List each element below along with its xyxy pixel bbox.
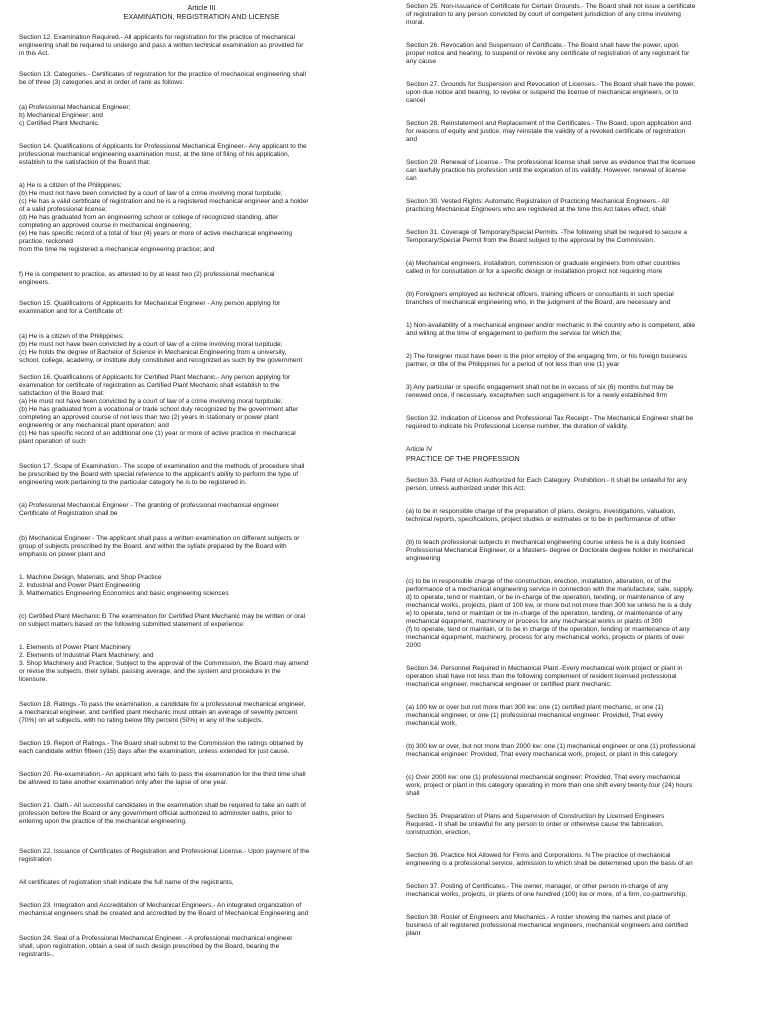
text-line: Section 24. Seal of a Professional Mechanical Engineer. - A professional mechanical engineer [19, 935, 293, 942]
text-line: (b) He has graduated from a vocational or trade school duly recognized by the government after [19, 406, 299, 413]
text-line: registration [19, 856, 52, 863]
text-line: Section 19. Report of Ratings.- The Board shall submit to the Commission the ratings obtained by [19, 740, 304, 747]
text-line: Section 18. Ratings.-To pass the examination, a candidate for a professional mechanical engineer, [19, 701, 306, 708]
text-line: Section 30. Vested Rights: Automatic Registration of Practicing Mechanical Engineers.- All [406, 198, 669, 205]
text-line: proper notice and hearing, to suspend or revoke any certificate of registration of any registrant for [406, 50, 690, 57]
text-line: (a) He is a citizen of the Philippines; [19, 333, 124, 340]
text-line: shall, upon registration, obtain a seal of such design prescribed by the Board, bearing the [19, 943, 280, 950]
text-line: satisfaction of the Board that: [19, 390, 105, 397]
text-line: plant operation of such [19, 438, 86, 445]
text-line: EXAMINATION, REGISTRATION AND LICENSE [123, 12, 280, 21]
text-line: each candidate within fifteen (15) days after the examination, unless extended for just cause. [19, 748, 290, 755]
text-line: business of all registered professional mechanical engineers, mechanical engineers and certified [406, 922, 688, 929]
text-line: mechanical engineer, mechanical engineer or certified plant mechanic: [406, 681, 612, 688]
text-line: be of three (3) categories and in order of rank as follows: [19, 79, 185, 86]
text-line: mechanical engineer, or one (1) professional mechanical engineer: Provided, That every [406, 712, 664, 719]
text-line: (c) Certified Plant Mechanic Ð The examination for Certified Plant Mechanic may be written or oral [19, 613, 306, 620]
text-line: (c) Over 2000 kw: one (1) professional mechanical engineer: Provided, That every mechanical [406, 774, 681, 781]
text-line: registrants-, [19, 951, 54, 958]
text-line: and willing at the time of engagement to perform the service for which the; [406, 330, 622, 337]
text-line: c) Certified Plant Mechanic. [19, 120, 100, 127]
text-line: branches of mechanical engineering who, in the judgment of the Board, are necessary and [406, 299, 671, 306]
text-line: or revise the subjects, their syllabi, passing average, and the system and procedure in the [19, 668, 281, 675]
text-line: performance of a mechanical engineering service in connection with the manufacture, sale, supply. [406, 586, 694, 593]
text-line: (c) to be in responsible charge of the construction, erection, installation, alteration, or of the [406, 578, 671, 585]
text-line: Section 17. Scope of Examination.- The scope of examination and the methods of procedure shall [19, 463, 305, 470]
text-line: partner, or title of the Philippines for a period of not less than one (1) year [406, 361, 620, 368]
text-line: Temporary/Special Permit from the Board subject to the approval by the Commission. [406, 237, 655, 244]
text-line: Section 23. Integration and Accreditation of Mechanical Engineers.- An integrated organization of [19, 902, 302, 909]
text-line: emphasis on power plant and [19, 551, 106, 558]
text-line: for reasons of equity and justice, may reinstate the validity of a revoked certificate of registration [406, 128, 686, 135]
text-line: required to indicate his Professional License number, the duration of validity, [406, 423, 628, 430]
text-line: renewed once, if necessary, exceptwhen such engagement is for a newly established firm [406, 392, 668, 399]
text-line: mechanical work, [406, 720, 457, 727]
text-line: Section 38. Roster of Engineers and Mechanics.- A roster showing the names and place of [406, 914, 670, 921]
text-line: person, unless authorized under this Act: [406, 485, 526, 492]
text-line: examination and for a Certificate of: [19, 308, 124, 315]
text-line: Section 16. Qualifications of Applicants for Certified Plant Mechanic.- Any person applying for [19, 374, 291, 381]
text-line: (a) 100 kw or over but not more than 300 kw: one (1) certified plant mechanic, or one (1) [406, 704, 664, 711]
text-line: Section 34. Personnel Required in Mechanical Plant.-Every mechanical work project or plant in [406, 665, 683, 672]
text-line: engineering shall be required to undergo and pass a written technical examination as provided for [19, 42, 304, 49]
text-line: shall [406, 790, 420, 797]
text-line: (b) He must not have been convicted by a court of law of a crime involving moral turpitude; [19, 190, 283, 197]
text-line: a) He is a citizen of the Philippines; [19, 182, 122, 189]
text-line: work, project or plant in this category operating in more than one shift every twenty-four (24) hours [406, 782, 693, 789]
text-line: mechanical equipment, machinery or process for any mechanical works or plants of 300 [406, 618, 663, 625]
text-line: Section 21. Oath.- All successful candidates in the examination shall be required to take an oath of [19, 802, 307, 809]
text-line: (d) He has graduated from an engineering school or college of recognized standing, after [19, 214, 279, 221]
text-line: Section 28. Reinstatement and Replacement of the Certificates.- The Board, upon application and [406, 120, 692, 127]
text-line: 1. Elements of Power Plant Machinery [19, 644, 131, 651]
text-line: 2. Elements of Industrial Plant Machinery; and [19, 652, 154, 659]
text-line: Section 22. Issuance of Certificates of Registration and Professional License.- Upon payment of the [19, 848, 310, 855]
text-line: mechanical engineers shall be created and accredited by the Board of Mechanical Engineering and [19, 910, 309, 917]
text-line: school, college, academy, or institute duly constituted and recognized as such by the government [19, 357, 303, 364]
text-line: completing an approved course of not less than two (2) years in stationary or power plant [19, 414, 279, 421]
text-line: (b) 300 kw or over, but not more than 2000 kw: one (1) mechanical engineer or one (1) professional [406, 743, 696, 750]
text-line: establish to the satisfaction of the Board that: [19, 159, 151, 166]
text-line: 1. Machine Design, Materials, and Shop Practice [19, 574, 162, 581]
text-line: 2000 [406, 642, 421, 649]
text-line: Section 12. Examination Required.- All applicants for registration for the practice of mechanical [19, 34, 295, 41]
text-line: (a) Professional Mechanical Engineer; [19, 104, 131, 111]
text-line: Article III [187, 3, 216, 12]
text-line: (b) He must not have been convicted by a court of law of a crime involving moral turpitude; [19, 341, 283, 348]
text-line: profession before the Board or any government official authorized to administer oaths, prior to [19, 810, 292, 817]
text-line: Professional Mechanical Engineer, or a Masters- degree or Doctorate degree holder in mechanical [406, 547, 693, 554]
text-line: (c) He has a valid certificate of registration and he is a registered mechanical engineer and a holder [19, 198, 309, 205]
text-line: called in for consultation or for a specific design or installation project not requiring more [406, 268, 663, 275]
text-line: licensure. [19, 676, 48, 683]
text-line: Certificate of Registration shall be [19, 510, 118, 517]
text-line: 2. Industrial and Power Plant Engineering [19, 582, 141, 589]
text-line: construction, erection, [406, 829, 471, 836]
text-line: engineering work pertaining to the particular category he is to be registered in. [19, 479, 247, 486]
text-line: Section 27. Grounds for Suspension and Revocation of Licenses.- The Board shall have the power, [406, 81, 696, 88]
text-line: (b) Mechanical Engineer - The applicant shall pass a written examination on different subjects or [19, 535, 300, 542]
text-line: mechanical equipment, machinery, process for any mechanical works, projects or plants of over [406, 634, 685, 641]
text-line: Section 26. Revocation and Suspension of Certificate.- The Board shall have the power, upon [406, 42, 679, 49]
text-line: be prescribed by the Board with special reference to the applicant's ability to perform the type of [19, 471, 299, 478]
text-line: can [406, 175, 417, 182]
text-line: Section 32. Indication of License and Professional Tax Receipt.- The Mechanical Engineer shall be [406, 415, 694, 422]
text-line: 3. Shop Machinery and Practice. Subject to the approval of the Commission, the Board may amend [19, 660, 309, 667]
text-line: b) Mechanical Engineer; and [19, 112, 103, 119]
text-line: entering upon the practice of the mechanical engineering. [19, 818, 187, 825]
text-line: (c) He has specific record of an additional one (1) year or more of active practice in mechanical [19, 430, 296, 437]
text-line: Section 29. Renewal of License.- The professional license shall serve as evidence that the licensee [406, 159, 696, 166]
text-line: Section 20. Re-examination.- An applicant who fails to pass the examination for the third time shall [19, 771, 306, 778]
text-line: plant [406, 930, 421, 937]
text-line: (c) He holds the degree of Bachelor of Science in Mechanical Engineering from a university, [19, 349, 287, 356]
text-line: (b) to teach professional subjects in mechanical engineering course unless he is a duly licensed [406, 539, 685, 546]
text-line: a mechanical engineer, and certified plant mechanic must obtain an average of seventy percent [19, 709, 298, 716]
text-line: 1) Non-availability of a mechanical engineer and/or mechanic in the country who is competent, able [406, 322, 696, 329]
text-line: Section 35. Preparation of Plans and Supervision of Construction by Licensed Engineers [406, 813, 665, 820]
text-line: professional mechanical engineering examination must, at the time of filing of his application, [19, 151, 290, 158]
text-line: in this Act. [19, 50, 50, 57]
text-line: Required.- It shall be unlawful for any person to order or otherwise cause the fabrication, [406, 821, 664, 828]
text-line: of a valid professional license; [19, 206, 107, 213]
text-line: completing an approved course in mechanical engineering; [19, 222, 192, 229]
text-line: (70%) on all subjects, with no rating below fifty percent (50%) in any of the subjects. [19, 717, 264, 724]
text-line: (a) He must not have been convicted by a court of law of a crime involving moral turpitude; [19, 398, 283, 405]
text-line: Section 33. Field of Action Authorized for Each Category: Prohibition.- It shall be unlawful for any [406, 477, 688, 484]
text-line: (b) Foreigners employed as technical officers, training officers or consultants in such special [406, 291, 674, 298]
text-line: 3. Mathematics Engineering Economics and basic engineering sciences [19, 590, 229, 597]
text-line: f) He is competent to practice, as attested to by at least two (2) professional mechanical [19, 271, 275, 278]
text-line: moral. [406, 19, 425, 26]
text-line: can lawfully practice his profession until the expiration of its validity. However, renewal of license [406, 167, 686, 174]
text-line: PRACTICE OF THE PROFESSION [406, 454, 520, 463]
text-line: (a) to be in responsible charge of the preparation of plans, designs, investigations, valuation, [406, 508, 676, 515]
text-line: mechanical works, projects, or plants of one hundred (100) kw or more, of a firm, co-partnership, [406, 891, 688, 898]
text-line: d) to operate, tend or maintain, or be in-charge of the operation, tending, or maintenance of any [406, 594, 685, 601]
text-line: be allowed to take another examination only after the lapse of one year. [19, 779, 228, 786]
text-line: mechanical works, projects, plant of 100 kw, or more but not more than 300 kw unless he is a duly [406, 602, 692, 609]
text-line: mechanical engineer: Provided, That every mechanical work, project, or plant in this category [406, 751, 678, 758]
text-line: of registration to any person convicted by court of competent jurisdiction of any crime involving [406, 11, 681, 18]
text-line: (a) Professional Mechanical Engineer - The granting of professional mechanical engineer [19, 502, 279, 509]
text-line: 3) Any particular or specific engagement shall not be in excess of six (6) months but may be [406, 384, 674, 391]
text-line: practicing Mechanical Engineers who are registered at the time this Act takes effect, shall [406, 206, 666, 213]
text-line: (f) to operate, tend or maintain, or to be in charge of the operation, tending or maintenance of any [406, 626, 690, 633]
text-line: from the time he registered a mechanical engineering practice; and [19, 246, 215, 253]
text-line: 2) The foreigner must have been is the prior employ of the engaging firm, or his foreign business [406, 353, 687, 360]
text-line: Section 25. Non-issuance of Certificate for Certain Grounds.- The Board shall not issue a certificate [406, 3, 696, 10]
text-line: engineers. [19, 279, 50, 286]
text-line: Section 31. Coverage of Temporary/Special Permits. -The following shall be required to secure a [406, 229, 687, 236]
text-line: and [406, 136, 418, 143]
text-line: cancel [406, 97, 426, 104]
text-line: group of subjects prescribed by the Board, and within the syllabi prepared by the Board with [19, 543, 287, 550]
text-line: (a) Mechanical engineers, installation, commission or graduate engineers from other countries [406, 260, 681, 267]
text-line: practice, reckoned [19, 238, 73, 245]
text-line: engineering is a professional service, admission to which shall be determined upon the basis of an [406, 860, 693, 867]
text-line: All certificates of registration shall indicate the full name of the registrants, [19, 879, 234, 886]
text-line: engineering [406, 555, 441, 562]
text-line: Article IV [406, 446, 433, 453]
text-line: (e) He has specific record of a total of four (4) years or more of active mechanical engineering [19, 230, 293, 237]
text-line: examination for certificate of registration as Certified Plant Mechanic shall establish to the [19, 382, 280, 389]
text-line: upon due notice and hearing, to revoke or suspend the license of mechanical engineers, or to [406, 89, 679, 96]
text-line: Section 14. Qualifications of Applicants for Professional Mechanical Engineer.- Any applicant to the [19, 143, 307, 150]
text-line: operation shall have not less than the following complement of resident licensed professional [406, 673, 677, 680]
text-line: Section 13. Categories.- Certificates of registration for the practice of mechanical engineering shall [19, 71, 306, 78]
text-line: e) to operate, tend or maintain or be in-charge of the operation, tending, or maintenance of any [406, 610, 683, 617]
text-line: on subject matters based on the following submitted statement of experience: [19, 621, 245, 628]
text-line: Section 15. Qualifications of Applicants for Mechanical Engineer - Any person applying for [19, 300, 281, 307]
text-line: Section 36. Practice Not Allowed for Firms and Corporations. Ñ The practice of mechanical [406, 852, 671, 859]
text-line: any cause [406, 58, 437, 65]
text-line: engineering or any mechanical plant operation; and [19, 422, 169, 429]
text-line: technical reports, specifications, project studies or estimates or to be in performance of other [406, 516, 676, 523]
text-line: Section 37. Posting of Certificates.- The owner, manager, or other person in-charge of any [406, 883, 669, 890]
